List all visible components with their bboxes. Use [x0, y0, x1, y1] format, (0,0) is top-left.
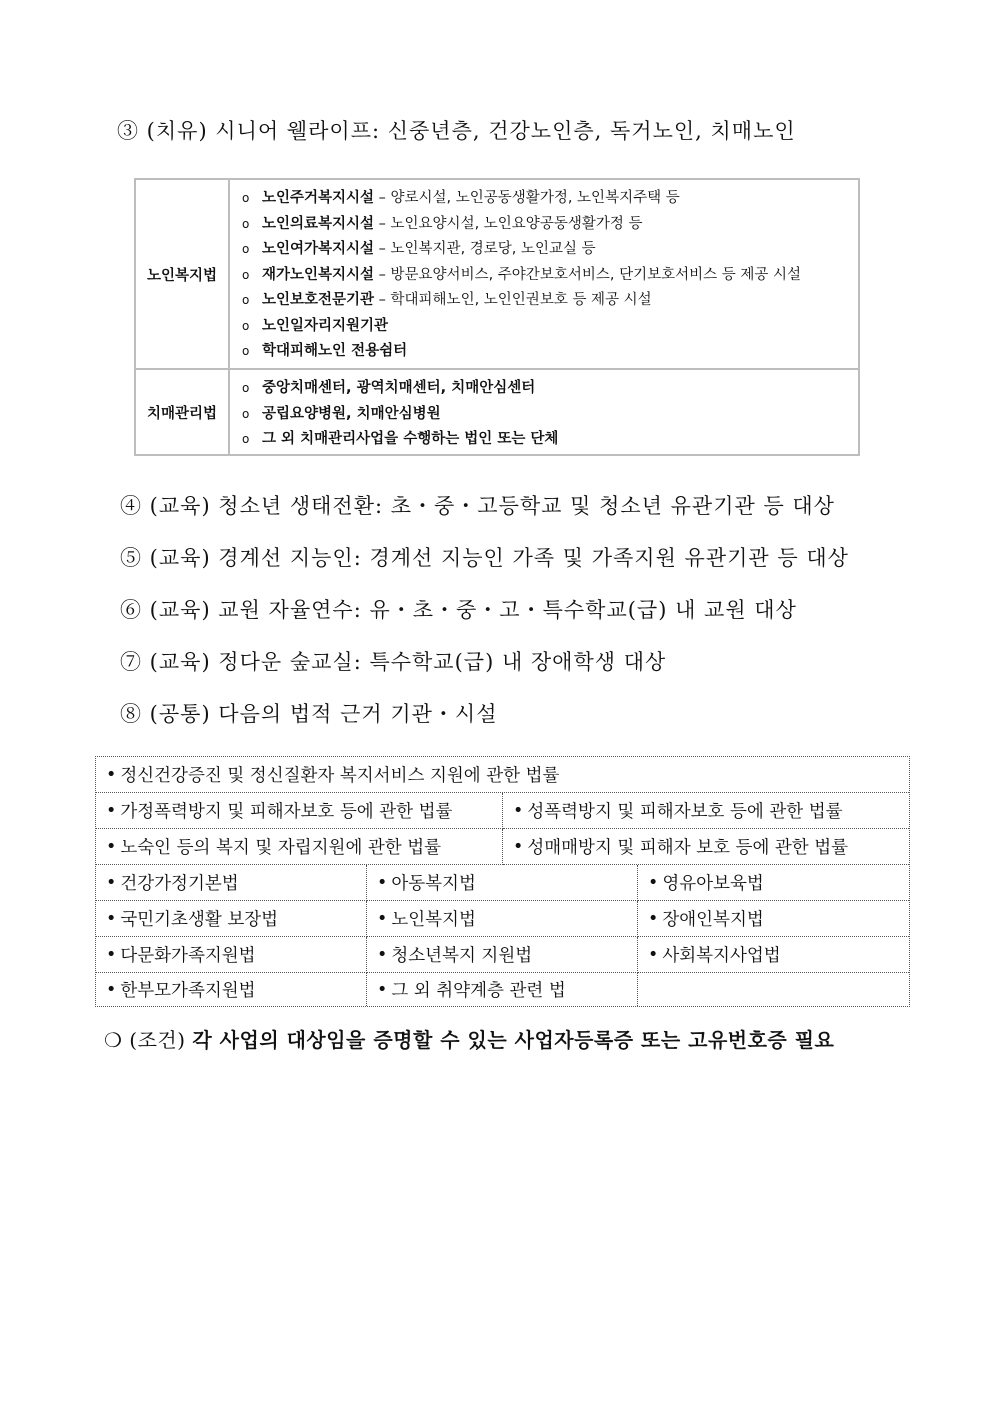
law-cell: • 영유아보육법 — [638, 865, 909, 901]
facility-table — [134, 178, 860, 456]
facility-item: o 노인보호전문기관 – 학대피해노인, 노인인권보호 등 제공 시설 — [242, 292, 652, 308]
law-cell: • 성매매방지 및 피해자 보호 등에 관한 법률 — [503, 829, 909, 865]
elderly-welfare-row — [136, 180, 858, 370]
law-cell: • 성폭력방지 및 피해자보호 등에 관한 법률 — [503, 793, 909, 829]
item-6-teachers: ⑥ (교육) 교원 자율연수: 유・초・중・고・특수학교(급) 내 교원 대상 — [120, 598, 797, 622]
item-4-youth: ④ (교육) 청소년 생태전환: 초・중・고등학교 및 청소년 유관기관 등 대상 — [120, 494, 835, 518]
law-cell: • 다문화가족지원법 — [96, 937, 367, 973]
law-cell-empty — [638, 973, 909, 1006]
dementia-row — [136, 370, 858, 454]
law-cell: • 장애인복지법 — [638, 901, 909, 937]
row-label: 노인복지법 — [136, 180, 230, 368]
facility-item: o 공립요양병원, 치매안심병원 — [242, 405, 441, 422]
law-cell: • 가정폭력방지 및 피해자보호 등에 관한 법률 — [96, 793, 503, 829]
law-cell: • 노숙인 등의 복지 및 자립지원에 관한 법률 — [96, 829, 503, 865]
law-cell: • 사회복지사업법 — [638, 937, 909, 973]
item-8-common: ⑧ (공통) 다음의 법적 근거 기관・시설 — [120, 702, 498, 726]
item-5-borderline: ⑤ (교육) 경계선 지능인: 경계선 지능인 가족 및 가족지원 유관기관 등 대상 — [120, 546, 849, 570]
row-label: 치매관리법 — [136, 370, 230, 454]
facility-item: o 노인주거복지시설 – 양로시설, 노인공동생활가정, 노인복지주택 등 — [242, 190, 680, 206]
facility-item: o 노인일자리지원기관 — [242, 317, 389, 334]
law-cell: • 청소년복지 지원법 — [367, 937, 638, 973]
facility-item: o 그 외 치매관리사업을 수행하는 법인 또는 단체 — [242, 431, 559, 447]
law-cell: • 정신건강증진 및 정신질환자 복지서비스 지원에 관한 법률 — [96, 757, 909, 793]
facility-item: o 노인여가복지시설 – 노인복지관, 경로당, 노인교실 등 — [242, 241, 596, 257]
facility-list — [230, 370, 558, 454]
law-cell: • 아동복지법 — [367, 865, 638, 901]
law-cell: • 노인복지법 — [367, 901, 638, 937]
facility-item: o 노인의료복지시설 – 노인요양시설, 노인요양공동생활가정 등 — [242, 215, 643, 232]
item-7-forest-class: ⑦ (교육) 정다운 숲교실: 특수학교(급) 내 장애학생 대상 — [120, 650, 667, 674]
law-cell: • 국민기초생활 보장법 — [96, 901, 367, 937]
law-cell: • 그 외 취약계층 관련 법 — [367, 973, 638, 1006]
facility-list — [230, 180, 801, 368]
law-cell: • 건강가정기본법 — [96, 865, 367, 901]
law-grid — [95, 756, 910, 1007]
law-cell: • 한부모가족지원법 — [96, 973, 367, 1006]
item-3-senior-wellife: ③ (치유) 시니어 웰라이프: 신중년층, 건강노인층, 독거노인, 치매노인 — [117, 119, 796, 143]
facility-item: o 학대피해노인 전용쉼터 — [242, 343, 408, 359]
facility-item: o 재가노인복지시설 – 방문요양서비스, 주야간보호서비스, 단기보호서비스 등 제공 시설 — [242, 266, 801, 283]
condition-note: ❍ (조건) 각 사업의 대상임을 증명할 수 있는 사업자등록증 또는 고유번호증 필요 — [104, 1028, 835, 1052]
facility-item: o 중앙치매센터, 광역치매센터, 치매안심센터 — [242, 380, 536, 396]
